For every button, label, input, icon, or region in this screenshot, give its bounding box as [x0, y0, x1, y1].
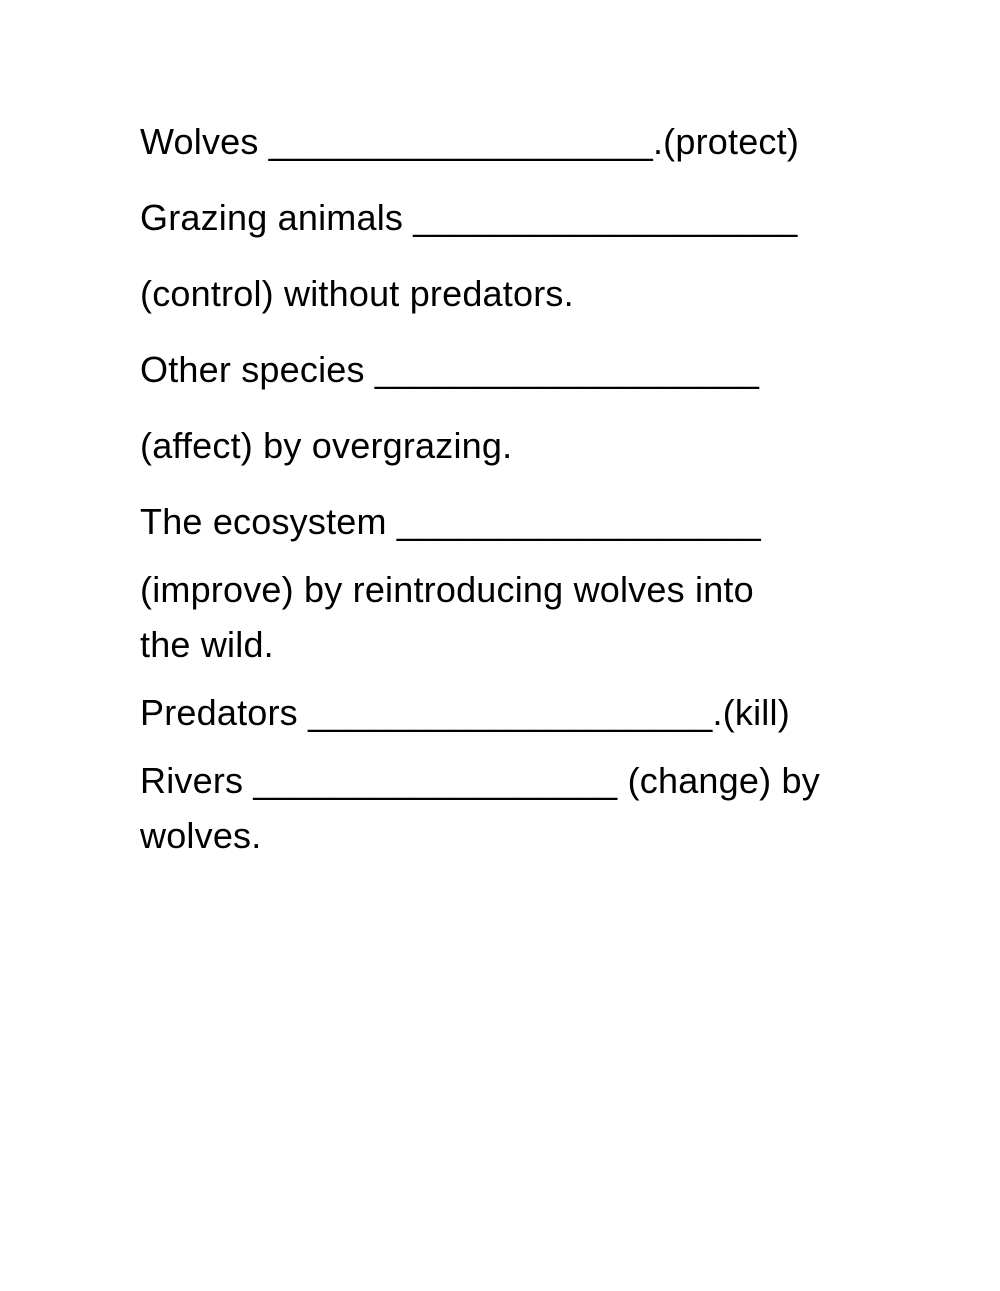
sentence-ecosystem: The ecosystem __________________	[140, 501, 761, 542]
sentence-grazing-animals-cont: (control) without predators.	[140, 273, 574, 314]
sentence-wolves: Wolves ___________________.(protect)	[140, 121, 800, 162]
sentence-predators: Predators ____________________.(kill)	[140, 692, 790, 733]
sentence-rivers: Rivers __________________ (change) by	[140, 760, 820, 801]
sentence-rivers-end: wolves.	[140, 815, 262, 856]
sentence-ecosystem-end: the wild.	[140, 624, 274, 665]
sentence-other-species-cont: (affect) by overgrazing.	[140, 425, 513, 466]
sentence-other-species: Other species ___________________	[140, 349, 760, 390]
sentence-ecosystem-cont: (improve) by reintroducing wolves into	[140, 569, 754, 610]
sentence-grazing-animals: Grazing animals ___________________	[140, 197, 798, 238]
